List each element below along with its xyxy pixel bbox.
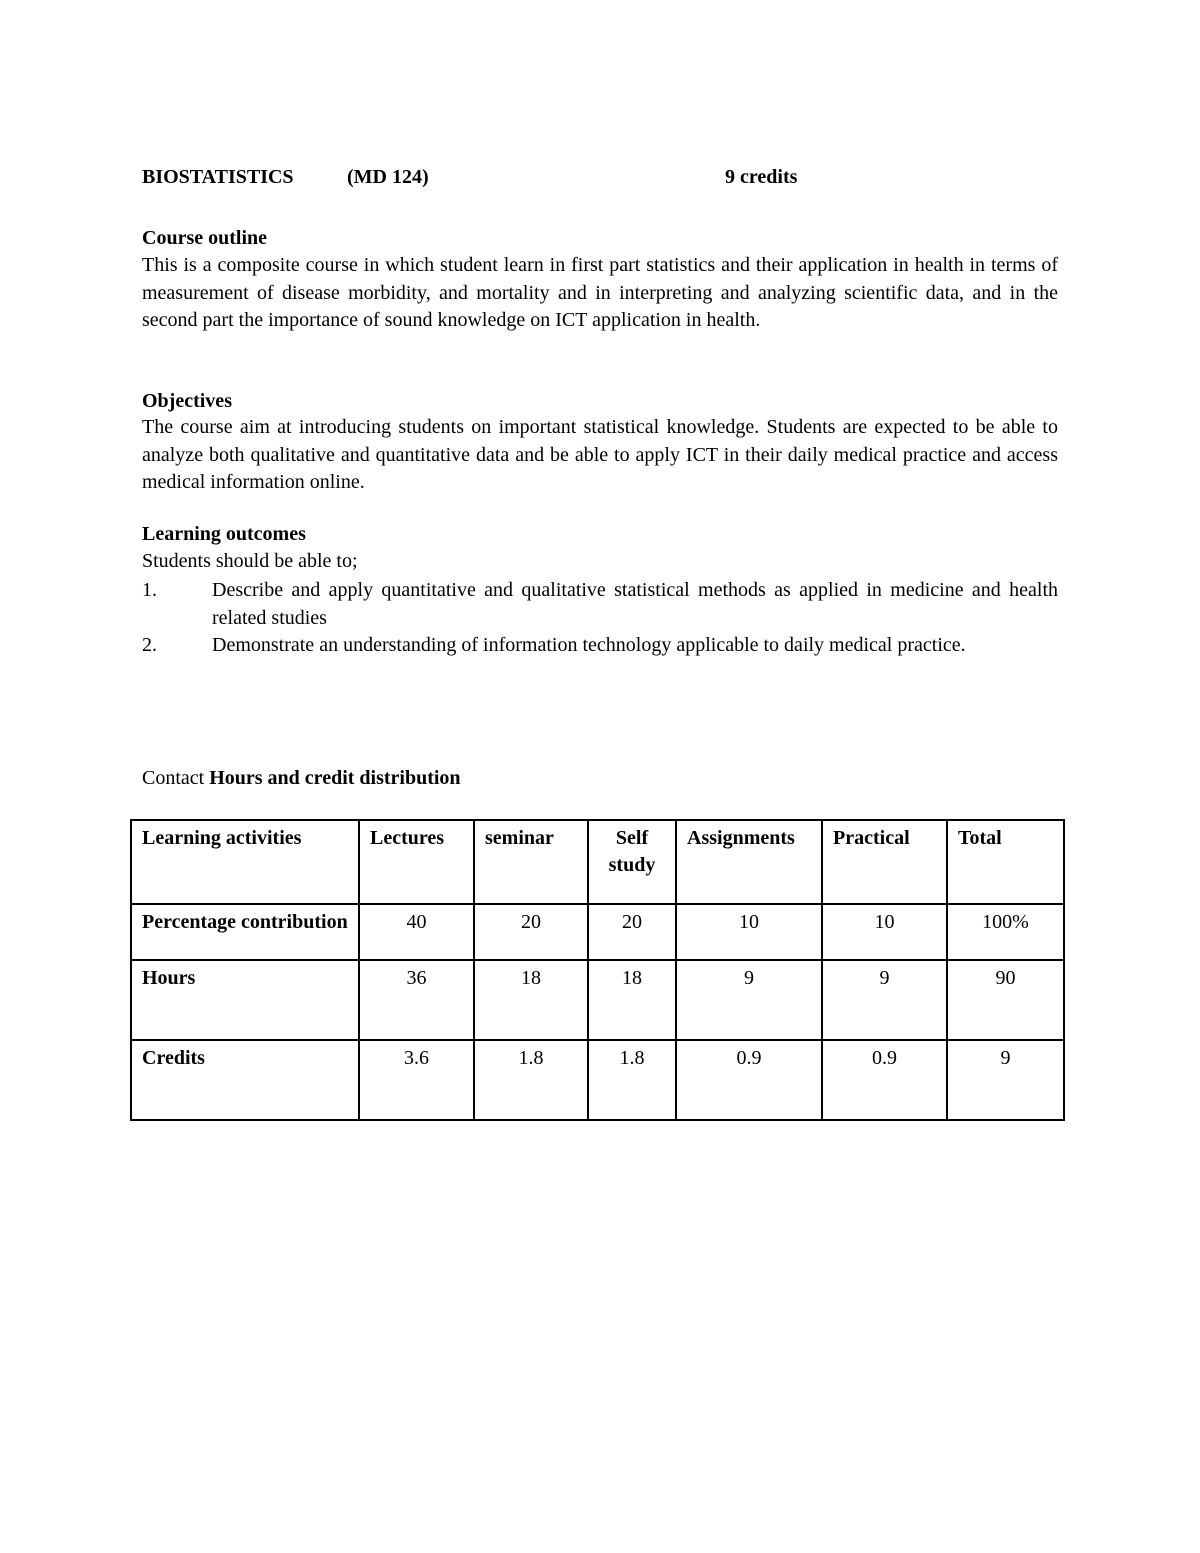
table-cell: 10	[822, 904, 947, 960]
list-item-text: Describe and apply quantitative and qualitative statistical methods as applied in medicine and health related studies	[212, 579, 1058, 629]
table-cell: 18	[588, 960, 676, 1040]
row-label: Percentage contribution	[131, 904, 359, 960]
header-cell: Self study	[588, 820, 676, 904]
course-name: BIOSTATISTICS	[142, 166, 294, 188]
header-cell: Lectures	[359, 820, 474, 904]
table-cell: 0.9	[676, 1040, 822, 1120]
contact-hours-heading	[142, 767, 461, 790]
course-outline-heading: Course outline	[142, 227, 267, 249]
header-cell: Total	[947, 820, 1064, 904]
objectives-text: The course aim at introducing students on important statistical knowledge. Students are expected to be able to analyze both qualitative and quantitative data and be able to apply ICT in their daily medical practice and access medical information online.	[142, 416, 1058, 493]
row-label: Hours	[131, 960, 359, 1040]
learning-outcomes-heading: Learning outcomes	[142, 523, 306, 545]
list-item-number: 2.	[142, 634, 157, 656]
list-item	[142, 632, 1058, 660]
contact-heading-plain: Contact	[142, 767, 210, 789]
table-cell: 9	[676, 960, 822, 1040]
learning-outcomes-lead: Students should be able to;	[142, 550, 358, 572]
table-header-row	[131, 820, 1064, 904]
learning-outcomes-list	[142, 577, 1058, 660]
row-label: Credits	[131, 1040, 359, 1120]
list-item	[142, 577, 1058, 632]
table-cell: 100%	[947, 904, 1064, 960]
course-credits: 9 credits	[725, 166, 798, 188]
list-item-number: 1.	[142, 579, 157, 601]
table-cell: 1.8	[474, 1040, 588, 1120]
header-cell: Learning activities	[131, 820, 359, 904]
objectives-heading: Objectives	[142, 390, 232, 412]
table-cell: 36	[359, 960, 474, 1040]
table-cell: 18	[474, 960, 588, 1040]
table-cell: 9	[947, 1040, 1064, 1120]
table-row	[131, 904, 1064, 960]
table-cell: 9	[822, 960, 947, 1040]
course-code: (MD 124)	[347, 166, 429, 188]
header-cell: seminar	[474, 820, 588, 904]
table-cell: 90	[947, 960, 1064, 1040]
table-cell: 1.8	[588, 1040, 676, 1120]
table-row	[131, 1040, 1064, 1120]
table-cell: 3.6	[359, 1040, 474, 1120]
list-item-text: Demonstrate an understanding of information technology applicable to daily medical practice.	[212, 634, 966, 656]
header-cell: Assignments	[676, 820, 822, 904]
table-cell: 0.9	[822, 1040, 947, 1120]
table-row	[131, 960, 1064, 1040]
table-cell: 40	[359, 904, 474, 960]
table-cell: 20	[588, 904, 676, 960]
header-cell: Practical	[822, 820, 947, 904]
credit-distribution-table	[130, 819, 1065, 1121]
contact-heading-bold: Hours and credit distribution	[209, 767, 461, 789]
table-cell: 10	[676, 904, 822, 960]
table-cell: 20	[474, 904, 588, 960]
course-title-row	[142, 166, 1062, 194]
course-outline-text: This is a composite course in which student learn in first part statistics and their application in health in terms of measurement of disease morbidity, and mortality and in interpreting and analyzing scientific data, and in the second part the importance of sound knowledge on ICT application in health.	[142, 254, 1058, 331]
